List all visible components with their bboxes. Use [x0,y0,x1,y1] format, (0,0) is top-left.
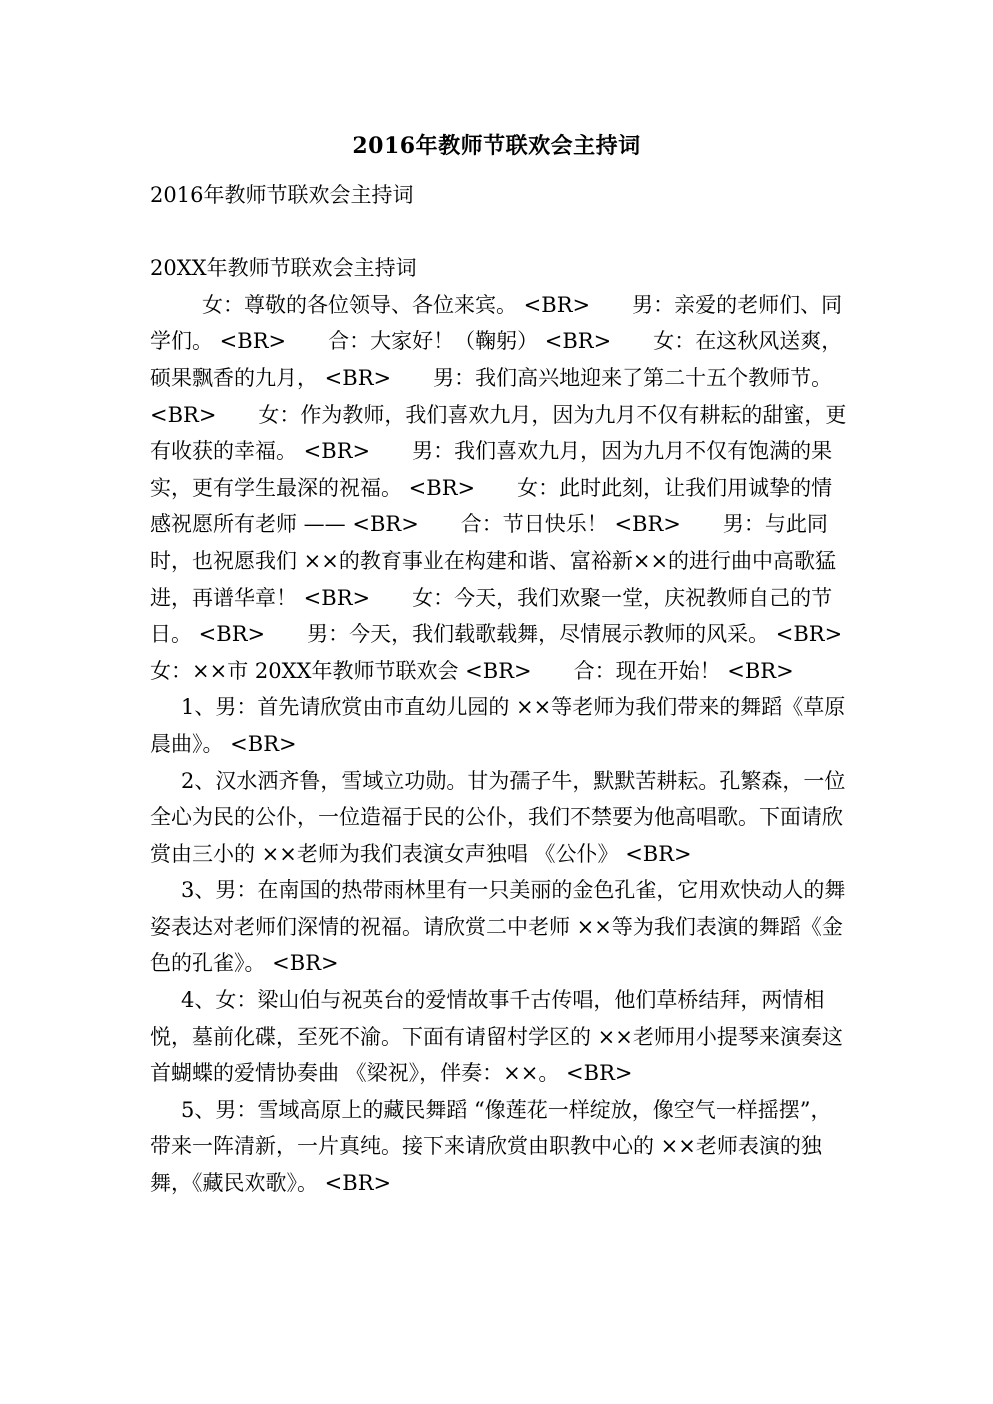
paragraph-dialogue: 女：尊敬的各位领导、各位来宾。 <BR> 男：亲爱的老师们、同学们。 <BR> 合：大家好！（鞠躬） <BR> 女：在这秋风送爽，硕果飘香的九月， <BR> 男：我们高兴地迎来了第二十五个教师节。 <BR> 女：作为教师，我们喜欢九月，因为九月不仅有耕耘的甜蜜，更有收获的幸福。 <BR> 男：我们喜欢九月，因为九月不仅有饱满的果实，更有学生最深的祝福。 <BR> 女：此时此刻，让我们用诚挚的情感祝愿所有老师 —— <BR> 合：节日快乐！ <BR> 男：与此同时，也祝愿我们 ××的教育事业在构建和谐、富裕新××的进行曲中高歌猛进，再谱华章！ <BR> 女：今天，我们欢聚一堂，庆祝教师自己的节日。 <BR> 男：今天，我们载歌载舞，尽情展示教师的风采。 <BR> 女：××市 20XX年教师节联欢会 <BR> 合：现在开始！ <BR> [150,292,885,683]
section-heading: 20XX年教师节联欢会主持词 [150,256,417,281]
paragraph-item-4: 4、女：梁山伯与祝英台的爱情故事千古传唱，他们草桥结拜，两情相悦，墓前化碟，至死不渝。下面有请留村学区的 ××老师用小提琴来演奏这首蝴蝶的爱情协奏曲 《梁祝》，伴奏：××。 <BR> [150,988,843,1086]
document-subtitle: 2016年教师节联欢会主持词 [150,183,414,207]
paragraph-item-2: 2、汉水洒齐鲁，雪域立功勋。甘为孺子牛，默默苦耕耘。孔繁森，一位全心为民的公仆，一位造福于民的公仆，我们不禁要为他高唱歌。下面请欣赏由三小的 ××老师为我们表演女声独唱 《公仆》 <BR> [150,768,846,866]
paragraph-item-1: 1、男：首先请欣赏由市直幼儿园的 ××等老师为我们带来的舞蹈《草原晨曲》。 <BR> [150,695,846,756]
document-title: 2016年教师节联欢会主持词 [352,133,641,159]
paragraph-item-3: 3、男：在南国的热带雨林里有一只美丽的金色孔雀，它用欢快动人的舞姿表达对老师们深情的祝福。请欣赏二中老师 ××等为我们表演的舞蹈《金色的孔雀》。 <BR> [150,878,846,976]
paragraph-item-5: 5、男：雪域高原上的藏民舞蹈 “像莲花一样绽放，像空气一样摇摆”，带来一阵清新，一片真纯。接下来请欣赏由职教中心的 ××老师表演的独舞，《藏民欢歌》。 <BR> [150,1097,832,1196]
document-body [150,177,885,1202]
